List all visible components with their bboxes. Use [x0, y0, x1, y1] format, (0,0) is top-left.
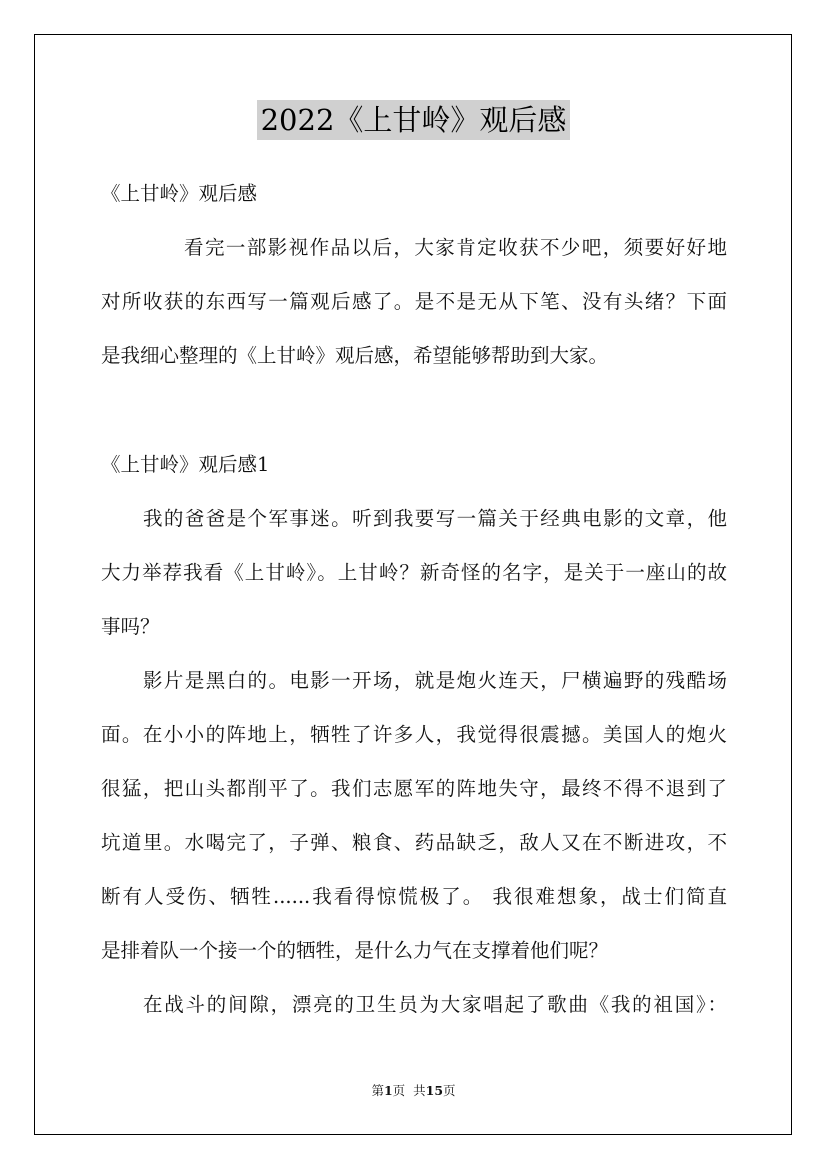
- para2-line-3: 很猛，把山头都削平了。我们志愿军的阵地失守，最终不得不退到了: [101, 777, 727, 800]
- footer-page-mid: 页 共: [392, 1083, 426, 1098]
- footer-page-total: 15: [425, 1083, 444, 1098]
- para1-line-2: 大力举荐我看《上甘岭》。上甘岭？新奇怪的名字，是关于一座山的故: [101, 561, 727, 584]
- document-title: 2022《上甘岭》观后感: [257, 100, 571, 140]
- para2-line-4: 坑道里。水喝完了，子弹、粮食、药品缺乏，敌人又在不断进攻，不: [101, 831, 727, 854]
- para1-line-3: 事吗？: [101, 615, 160, 638]
- para2-line-5: 断有人受伤、牺牲......我看得惊慌极了。 我很难想象，战士们简直: [101, 885, 727, 908]
- para2-line-1: 影片是黑白的。电影一开场，就是炮火连天，尸横遍野的残酷场: [143, 669, 727, 692]
- page-footer: [0, 1083, 827, 1099]
- footer-page-prefix: 第: [371, 1083, 384, 1098]
- document-subtitle: 《上甘岭》观后感: [101, 182, 258, 205]
- intro-line-2: 对所收获的东西写一篇观后感了。是不是无从下笔、没有头绪？下面: [101, 290, 727, 313]
- title-container: [0, 100, 827, 140]
- section-heading: 《上甘岭》观后感1: [101, 453, 270, 476]
- para2-line-6: 是排着队一个接一个的牺牲，是什么力气在支撑着他们呢？: [101, 939, 609, 962]
- para2-line-2: 面。在小小的阵地上，牺牲了许多人，我觉得很震撼。美国人的炮火: [101, 723, 727, 746]
- intro-line-3: 是我细心整理的《上甘岭》观后感，希望能够帮助到大家。: [101, 344, 609, 367]
- footer-page-number: 1: [383, 1083, 393, 1098]
- para1-line-1: 我的爸爸是个军事迷。听到我要写一篇关于经典电影的文章，他: [143, 507, 727, 530]
- intro-line-1: 看完一部影视作品以后，大家肯定收获不少吧，须要好好地: [184, 236, 727, 259]
- para3-line-1: 在战斗的间隙，漂亮的卫生员为大家唱起了歌曲《我的祖国》：: [143, 993, 727, 1016]
- footer-page-suffix: 页: [443, 1083, 456, 1098]
